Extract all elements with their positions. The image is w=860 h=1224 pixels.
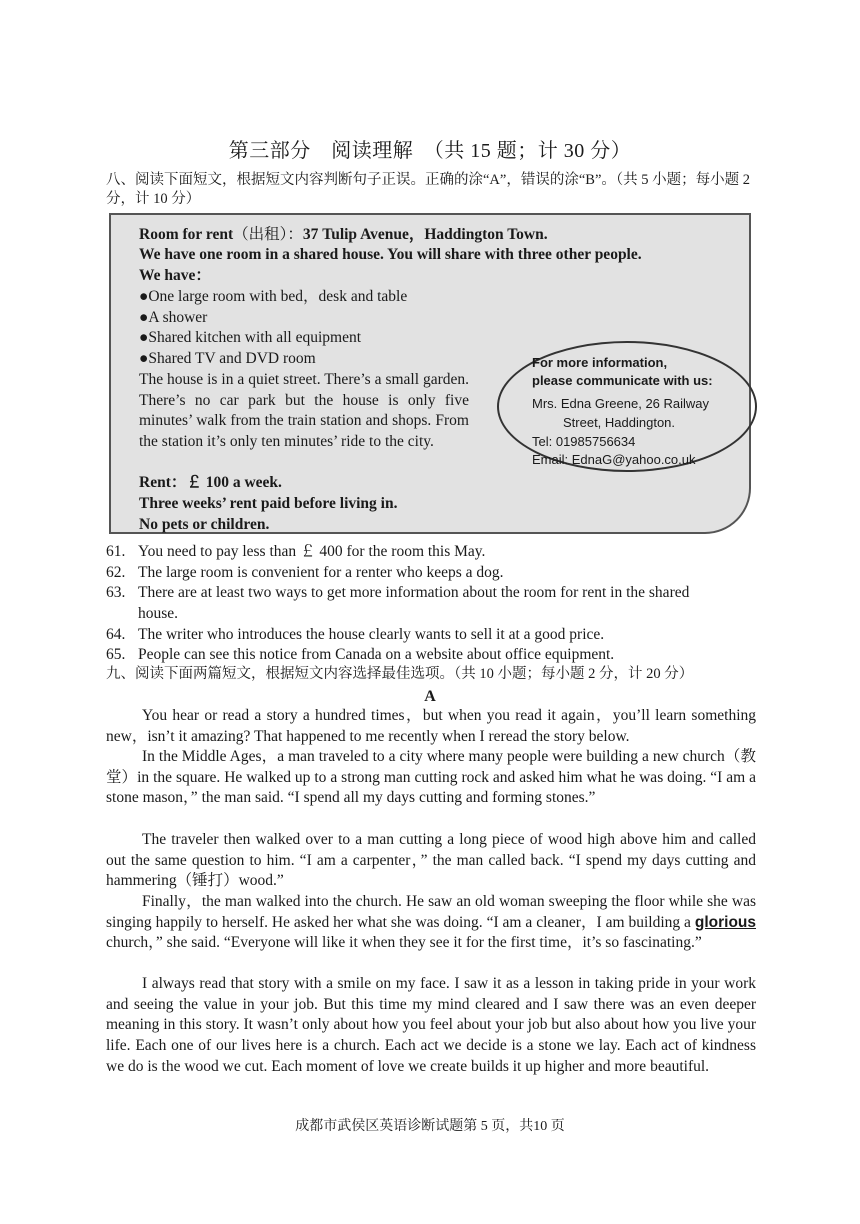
section-8-heading: 八、阅读下面短文，根据短文内容判断句子正误。正确的涂“A”，错误的涂“B”。（共 5 小题；每小题 2 分，计 10 分） <box>106 172 751 207</box>
paragraph-text: Finally，the man walked into the church. He saw an old woman sweeping the floor while she was singing happily to herself. He asked her what she was doing. “I am a cleaner，I am building a <box>106 893 756 931</box>
underlined-word: glorious <box>694 913 756 931</box>
contact-line: For more information, <box>532 355 668 370</box>
notice-address: 37 Tulip Avenue，Haddington Town. <box>302 226 548 243</box>
question-61 <box>106 542 756 563</box>
question-number: 63. <box>106 584 126 601</box>
question-text: The writer who introduces the house clearly wants to sell it at a good price. <box>138 626 605 643</box>
notice-title-line <box>139 225 548 245</box>
contact-address: Street, Haddington. <box>563 415 676 430</box>
question-65 <box>106 645 756 666</box>
passage-paragraph: The traveler then walked over to a man cutting a long piece of wood high above him and called out the same question to him. “I am a carpenter，” the man called back. “I spend my days cutting and hammering（锤打）wood.” <box>106 831 756 890</box>
notice-description: The house is in a quiet street. There’s a small garden. There’s no car park but the house is only five minutes’ walk from the train station and shops. From the station it’s only ten minutes’ ride to the city. <box>139 371 469 451</box>
question-62 <box>106 563 756 584</box>
notice-item: ●Shared TV and DVD room <box>139 350 316 367</box>
question-number: 62. <box>106 564 126 581</box>
question-text: The large room is convenient for a renter who keeps a dog. <box>138 564 504 581</box>
question-number: 61. <box>106 543 126 560</box>
page-footer: 成都市武侯区英语诊断试题第 5 页，共10 页 <box>295 1119 565 1134</box>
question-text-cont: house. <box>138 604 179 622</box>
question-text: People can see this notice from Canada on a website about office equipment. <box>138 646 615 663</box>
paragraph-text: church，” she said. “Everyone will like it when they see it for the first time，it’s so fascinating.” <box>106 934 702 952</box>
notice-advance-payment: Three weeks’ rent paid before living in. <box>139 495 398 512</box>
question-63 <box>106 583 756 624</box>
contact-tel: Tel: 01985756634 <box>532 434 636 449</box>
notice-item: ●A shower <box>139 309 208 326</box>
notice-item: ●Shared kitchen with all equipment <box>139 329 362 346</box>
contact-address: Mrs. Edna Greene, 26 Railway <box>532 396 710 411</box>
notice-item: ●One large room with bed，desk and table <box>139 288 408 305</box>
passage-paragraph: You hear or read a story a hundred times，but when you read it again，you’ll learn something new，isn’t it amazing? That happened to me recently when I reread the story below. <box>106 707 756 745</box>
contact-line: please communicate with us: <box>532 373 713 388</box>
contact-email: Email: EdnaG@yahoo.co.uk <box>532 452 696 467</box>
notice-we-have: We have： <box>139 267 211 284</box>
passage-letter: A <box>424 688 436 705</box>
question-text: There are at least two ways to get more information about the room for rent in the shared <box>138 584 690 601</box>
notice-title: Room for rent <box>139 226 234 243</box>
notice-title-cn: （出租）： <box>233 226 303 243</box>
passage-paragraph: I always read that story with a smile on my face. I saw it as a lesson in taking pride in your work and seeing the value in your job. But this time my mind cleared and I saw there was an even deeper meaning in this story. It wasn’t only about how you feel about your job but also about how you live your life. Each one of our lives here is a church. Each act we decide is a stone we lay. Each act of kindness we do is the wood we cut. Each moment of love we create builds it up higher and more beautiful. <box>106 975 756 1075</box>
question-number: 64. <box>106 626 126 643</box>
notice-rent: Rent：￡ 100 a week. <box>139 474 282 491</box>
question-text: You need to pay less than ￡ 400 for the room this May. <box>138 543 486 560</box>
contact-ellipse <box>497 341 757 472</box>
question-number: 65. <box>106 646 126 663</box>
passage-paragraph: In the Middle Ages，a man traveled to a city where many people were building a new church（教堂）in the square. He walked up to a strong man cutting rock and asked him what he was doing. “I am a stone mason，” the man said. “I spend all my days cutting and forming stones.” <box>106 748 756 807</box>
notice-no-pets: No pets or children. <box>139 516 270 533</box>
notice-shared-line: We have one room in a shared house. You will share with three other people. <box>139 246 642 263</box>
question-64 <box>106 625 756 646</box>
section-9-heading: 九、阅读下面两篇短文，根据短文内容选择最佳选项。（共 10 小题；每小题 2 分，计 20 分） <box>106 666 694 682</box>
part-title: 第三部分 阅读理解 （共 15 题；计 30 分） <box>228 140 632 162</box>
passage-paragraph <box>106 892 756 954</box>
rent-notice <box>109 213 751 534</box>
